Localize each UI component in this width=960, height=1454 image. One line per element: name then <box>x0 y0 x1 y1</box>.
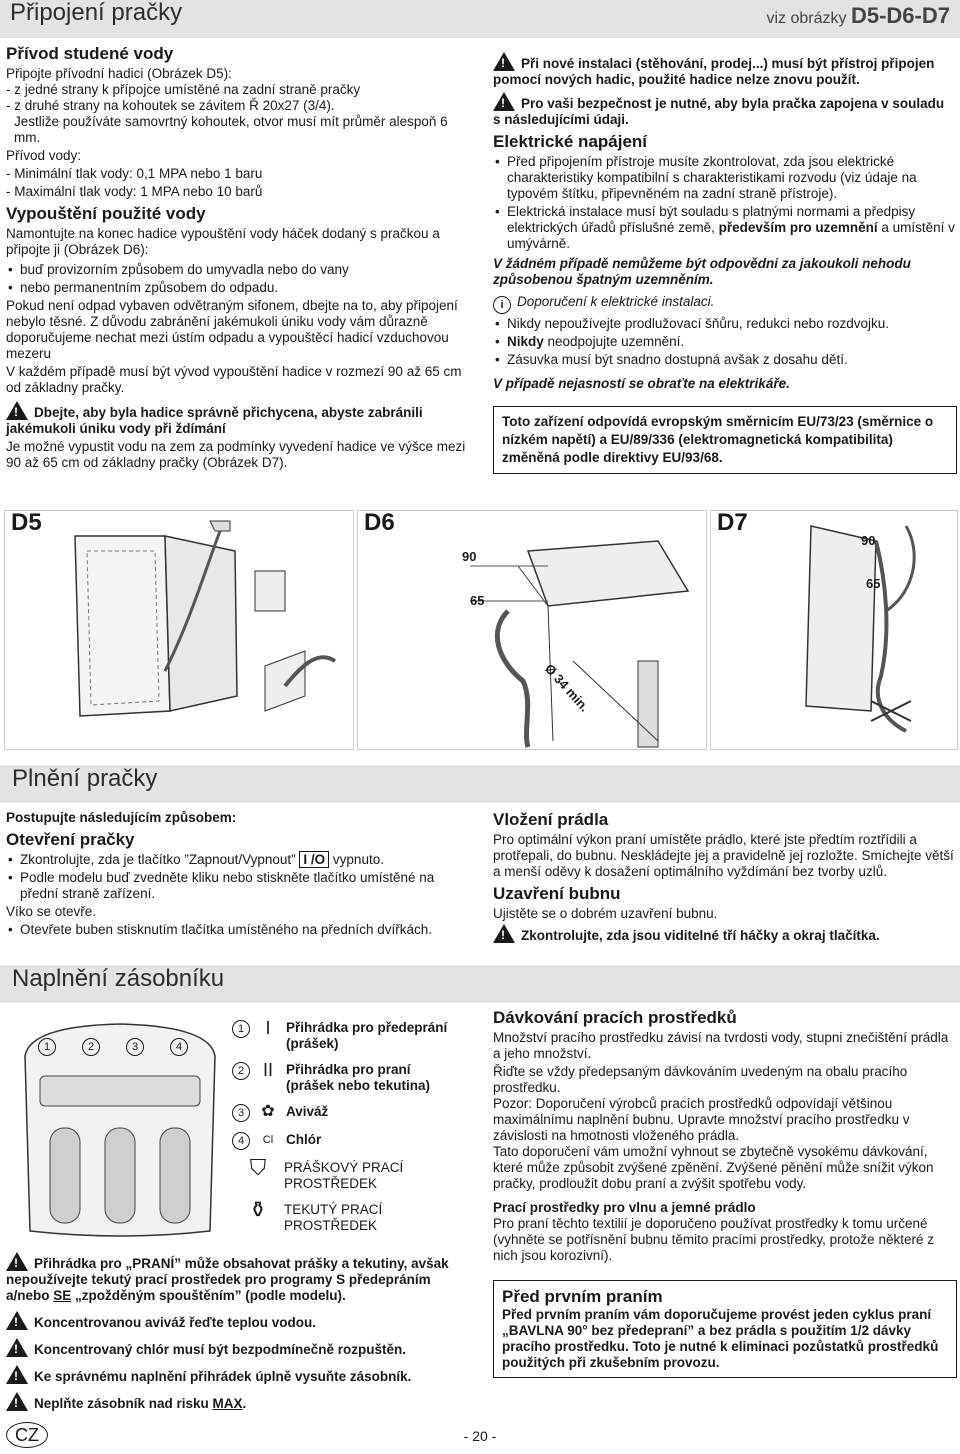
warning-icon <box>6 1252 28 1271</box>
dispenser-warning-2 <box>6 1311 476 1331</box>
opening-bullet-1-end: vypnuto. <box>329 852 384 867</box>
compartment-number: 2 <box>82 1038 100 1056</box>
electric-info <box>493 294 955 314</box>
dispenser-warning-4-text: Ke správnému naplnění přihrádek úplně vysuňte zásobník. <box>34 1369 412 1384</box>
bleach-icon: Cl <box>262 1134 274 1146</box>
dispenser-warning-4 <box>6 1365 476 1385</box>
electric-bullet-4-bold: Nikdy <box>507 334 544 349</box>
cold-water-intro: Připojte přívodní hadici (Obrázek D5): <box>6 66 232 81</box>
warning-icon <box>493 924 515 943</box>
figure-d6-label: D6 <box>364 509 395 536</box>
electric-bullet-4 <box>493 334 955 350</box>
figure-reference-codes: D5-D6-D7 <box>850 3 950 28</box>
legend-number: 3 <box>232 1104 250 1122</box>
compartment-number: 1 <box>38 1038 56 1056</box>
dispenser-warning-3 <box>6 1338 476 1358</box>
compliance-box: Toto zařízení odpovídá evropským směrnicím EU/73/23 (směrnice o nízkém napětí) a EU/89/336 (elektromagnetická kompatibilita) změněná podle direktivy EU/93/68. <box>493 406 957 474</box>
close-title: Uzavření bubnu <box>493 884 621 903</box>
warning-icon <box>6 1392 28 1411</box>
wool-text: Pro praní těchto textilií je doporučeno používat prostředky k tomu určené (vyhněte se potřísnění bubnu těmito pracími prostředky, protože některé z nich jsou korozivní). <box>493 1216 934 1263</box>
lid-opens: Víko se otevře. <box>6 904 97 919</box>
electric-bullet-2 <box>493 204 955 252</box>
loading-title: Plnění pračky <box>12 765 158 792</box>
drain-bullet-1: • buď provizorním způsobem do umyvadla nebo do vany <box>6 262 470 278</box>
liquid-bottle-icon: ⚱ <box>248 1197 268 1222</box>
dispenser-warning-5-text: Neplňte zásobník nad risku <box>34 1396 213 1411</box>
page-number: - 20 - <box>463 1428 497 1444</box>
figure-d7-label: D7 <box>717 509 748 536</box>
figure-d6-height-90: 90 <box>462 549 477 564</box>
warning-icon <box>6 1338 28 1357</box>
legend-label: Chlór <box>286 1132 322 1147</box>
electric-bullet-2-text: Elektrická instalace musí být souladu s platnými normami a předpisy elektrických úřadů příslušné země, <box>507 204 916 235</box>
cold-water-line-2: - z druhé strany na kohoutek se závitem Ř 20x27 (3/4). <box>6 98 335 113</box>
warning-icon <box>493 52 515 71</box>
compartment-numbers <box>38 1038 188 1056</box>
dispenser-warning-5-end: . <box>242 1396 247 1411</box>
dispenser-warning-2-text: Koncentrovanou aviváž řeďte teplou vodou. <box>34 1315 316 1330</box>
new-install-warning-text: Při nové instalaci (stěhování, prodej...) musí být přístroj připojen pomocí nových hadic, použité hadice nelze znovu použít. <box>493 56 935 87</box>
figure-reference <box>766 3 951 28</box>
first-wash-title: Před prvním praním <box>502 1287 663 1306</box>
water-supply-label: Přívod vody: <box>6 148 82 163</box>
dosing-paragraph-2: Řiďte se vždy předepsaným dávkováním uvedeným na obalu pracího prostředku. <box>493 1064 908 1095</box>
electric-bullet-1: • Před připojením přístroje musíte zkontrolovat, zda jsou elektrické charakteristiky kompatibilní s charakteristikami rozvodu (viz údaje na typovém štítku, připevněném na zadní straně přístroje). <box>493 154 955 202</box>
drain-warning-text: Dbejte, aby byla hadice správně přichycena, abyste zabránili jakémukoli úniku vody při ždímání <box>6 405 423 436</box>
first-wash-text: Před prvním praním vám doporučujeme provést jeden cyklus praní „BAVLNA 90° bez předepraní” a bez prádla s použitím 1/2 dávky pracího prostředku. Toto je nutné k eliminaci pozůstatků prostředků použitých při zkušebním provozu. <box>502 1307 939 1370</box>
close-warning <box>493 924 955 944</box>
liquid-label: TEKUTÝ PRACÍ PROSTŘEDEK <box>284 1202 383 1233</box>
right-column-electrical <box>493 52 955 474</box>
figure-d6-height-65: 65 <box>470 593 485 608</box>
drain-intro: Namontujte na konec hadice vypouštění vody háček dodaný s pračkou a připojte ji (Obrázek D6): <box>6 226 440 257</box>
cold-water-title: Přívod studené vody <box>6 44 174 63</box>
legend-item <box>232 1020 472 1052</box>
legend-label: Přihrádka pro praní (prášek nebo tekutina) <box>286 1062 431 1093</box>
dosing-paragraph-3: Pozor: Doporučení výrobců pracích prostředků odpovídají většinou maximálnímu naplnění bubnu. Upravte množství pracího prostředku v závislosti na hmotnosti vloženého prádla. <box>493 1096 910 1143</box>
legend-item <box>232 1104 472 1122</box>
wash-icon: II <box>262 1060 273 1080</box>
water-pressure-max: - Maximální tlak vody: 1 MPA nebo 10 barů <box>6 184 263 199</box>
electric-title: Elektrické napájení <box>493 132 648 151</box>
loading-left-column <box>6 810 476 938</box>
insert-title: Vložení prádla <box>493 810 609 829</box>
legend-number: 2 <box>232 1062 250 1080</box>
compartment-number: 4 <box>170 1038 188 1056</box>
opening-title: Otevření pračky <box>6 830 135 849</box>
liability-statement: V žádném případě nemůžeme být odpovědni za jakoukoli nehodu způsobenou špatným uzemněním. <box>493 256 911 287</box>
dispenser-band <box>0 965 960 1003</box>
warning-icon <box>6 1311 28 1330</box>
loading-right-column <box>493 808 955 944</box>
close-warning-text: Zkontrolujte, zda jsou viditelné tří háčky a okraj tlačítka. <box>521 928 880 943</box>
drain-title: Vypouštění použité vody <box>6 204 206 223</box>
dispenser-title: Naplnění zásobníku <box>12 965 225 992</box>
drain-siphon-paragraph <box>6 298 470 362</box>
drain-bullet-2: • nebo permanentním způsobem do odpadu. <box>6 280 470 296</box>
drain-floor-paragraph: Je možné vypustit vodu na zem za podmínky vyvedení hadice ve výšce mezi 90 až 65 cm od základny pračky (Obrázek D7). <box>6 439 466 470</box>
drain-height-paragraph: V každém případě musí být vývod vypouštění hadice v rozmezí 90 až 65 cm od základny pračky. <box>6 364 462 395</box>
figure-d6 <box>357 510 707 750</box>
opening-bullet-1-text: Zkontrolujte, zda je tlačítko ”Zapnout/Vypnout” <box>20 852 300 867</box>
dispenser-warning-3-text: Koncentrovaný chlór musí být bezpodmínečně rozpuštěn. <box>34 1342 407 1357</box>
loading-intro: Postupujte následujícím způsobem: <box>6 810 237 825</box>
figure-d5 <box>4 510 354 750</box>
drain-siphon-text-b: Z důvodu zabránění jakémukoli úniku vody vám důrazně doporučujeme nechat mezi ústím odpadu a vypouštěcí hadicí vzduchovou mezeru <box>6 314 449 361</box>
insert-text: Pro optimální výkon praní umístěte prádlo, které jste předtím roztřídili a protřepali, do bubnu. Neskládejte jej a pravidelně jej rozložte. Smíchejte větší a menší oděvy k dosažení optimálního vyždímání bez tvorby uzlů. <box>493 832 954 879</box>
figure-d6-diameter: Ø 34 min. <box>541 661 593 715</box>
legend-item <box>232 1132 472 1150</box>
first-wash-box <box>493 1280 957 1378</box>
powder-item <box>232 1155 472 1192</box>
max-label: MAX <box>212 1396 243 1411</box>
dosing-title: Dávkování pracích prostředků <box>493 1008 737 1027</box>
figure-d7 <box>710 510 958 750</box>
dosing-column <box>493 1006 955 1378</box>
safety-warning <box>493 92 955 128</box>
opening-bullet-1 <box>6 852 476 868</box>
dispenser-warnings <box>6 1252 476 1412</box>
legend-number: 1 <box>232 1020 250 1038</box>
compartment-number: 3 <box>126 1038 144 1056</box>
safety-warning-text: Pro vaši bezpečnost je nutné, aby byla pračka zapojena v souladu s následujícími údaji. <box>493 96 945 127</box>
figure-d7-height-65: 65 <box>866 576 881 591</box>
figure-d5-drawing <box>5 511 353 749</box>
water-pressure-min: - Minimální tlak vody: 0,1 MPA nebo 1 baru <box>6 166 263 181</box>
info-icon: i <box>493 296 511 314</box>
softener-flower-icon: ✿ <box>261 1103 275 1120</box>
opening-bullet-3: • Otevřete buben stisknutím tlačítka umístěného na předních dvířkách. <box>6 922 476 938</box>
warning-icon <box>6 401 28 420</box>
electric-bullet-2-end: a umístění v umývárně. <box>507 220 955 251</box>
header-band <box>0 0 960 38</box>
electric-bullet-3: • Nikdy nepoužívejte prodlužovací šňůru, redukci nebo rozdvojku. <box>493 316 955 332</box>
page-title: Připojení pračky <box>10 0 183 26</box>
delayed-start-label: SE <box>53 1288 72 1303</box>
dispenser-warning-1-text: Přihrádka pro „PRANÍ” může obsahovat prášky a tekutiny, avšak nepoužívejte tekutý prací prostředek pro programy S předepráním a/nebo <box>6 1256 449 1303</box>
country-badge: CZ <box>6 1422 48 1448</box>
electric-bullet-2-bold: především pro uzemnění <box>718 220 878 235</box>
opening-bullet-2: • Podle modelu buď zvedněte kliku nebo stiskněte tlačítko umístěné na přední straně zařízení. <box>6 870 476 902</box>
new-install-warning <box>493 52 955 88</box>
dispenser-warning-1 <box>6 1252 476 1304</box>
figure-d7-drawing <box>711 511 957 749</box>
liquid-item <box>232 1197 472 1234</box>
electric-bullet-4-text: neodpojujte uzemnění. <box>543 334 685 349</box>
electric-info-text: Doporučení k elektrické instalaci. <box>517 294 715 309</box>
dispenser-warning-1-end: „zpožděným spouštěním” (podle modelu). <box>71 1288 346 1303</box>
warning-icon <box>493 92 515 111</box>
electric-bullet-5: • Zásuvka musí být snadno dostupná avšak z dosahu dětí. <box>493 352 955 368</box>
figure-d5-label: D5 <box>11 509 42 536</box>
legend-label: Přihrádka pro předeprání (prášek) <box>286 1020 448 1051</box>
figure-d6-drawing <box>358 511 706 749</box>
dispenser-warning-5 <box>6 1392 476 1412</box>
figure-reference-prefix: viz obrázky <box>766 10 851 27</box>
dosing-paragraph-4: Tato doporučení vám umožní vyhnout se zbytečně vysokému dávkování, které může způsobit zvýšené zpěnění. Zvýšené pěnění může snížit výkon pračky, prodloužit dobu praní a zvýšit spotřebu vody. <box>493 1144 934 1191</box>
loading-band <box>0 765 960 803</box>
prewash-icon: I <box>265 1018 271 1038</box>
powder-label: PRÁŠKOVÝ PRACÍ PROSTŘEDEK <box>284 1160 404 1191</box>
dispenser-legend <box>232 1020 472 1234</box>
dosing-paragraph-1: Množství pracího prostředku závisí na tvrdosti vody, stupni znečištění prádla a jeho množství. <box>493 1030 949 1061</box>
warning-icon <box>6 1365 28 1384</box>
figure-d7-height-90: 90 <box>861 533 876 548</box>
cold-water-line-3: Jestliže používáte samovrtný kohoutek, otvor musí mít průměr alespoň 6 mm. <box>14 114 448 145</box>
drain-warning <box>6 401 470 437</box>
cold-water-line-1: - z jedné strany k přípojce umístěné na zadní straně pračky <box>6 82 361 97</box>
drain-siphon-text-a: Pokud není odpad vybaven odvětraným sifonem, dbejte na to, aby připojení nebylo těsné. <box>6 298 458 329</box>
powder-scoop-icon: ⛉ <box>249 1155 267 1180</box>
dispenser-drawing <box>10 1016 225 1241</box>
electrician-advice: V případě nejasností se obraťte na elektrikáře. <box>493 376 790 391</box>
legend-label: Aviváž <box>286 1104 329 1119</box>
wool-title: Prací prostředky pro vlnu a jemné prádlo <box>493 1200 756 1215</box>
legend-item <box>232 1062 472 1094</box>
close-text: Ujistěte se o dobrém uzavření bubnu. <box>493 906 718 921</box>
power-button-key: I /O <box>299 851 329 868</box>
legend-number: 4 <box>232 1132 250 1150</box>
left-column-connection <box>6 42 470 471</box>
